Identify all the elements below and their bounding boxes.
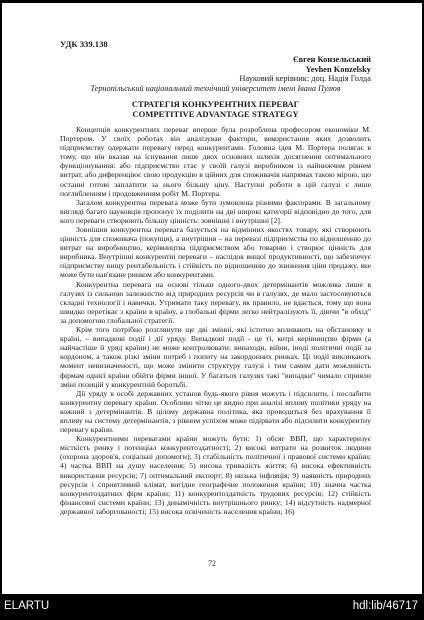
title-ua: СТРАТЕГІЯ КОНКУРЕНТНИХ ПЕРЕВАГ [131, 99, 300, 110]
article-body [60, 125, 371, 516]
document-page [2, 3, 422, 594]
author-name-en: Yevhen Konzelsky [305, 64, 371, 74]
udk-code: УДК 339.138 [60, 39, 108, 49]
title-en: COMPETITIVE ADVANTAGE STRATEGY [132, 109, 299, 120]
handle-link[interactable]: hdl:lib/46717 [352, 600, 418, 612]
paragraph: Крім того потрібно розглянути ще дві змінні, які істотно впливають на обстановку в країні, – випадкові події і дії уряду. Випадкові події - це ті, котрі керівництво фірми (а найчастіше й уряд країни) не може контролювати: винаходи, війни, іноді політичні події за кордоном, а також різкі зміни потреб і попиту на закордонних ринках. Ці події викликають момент невизначеності, що може змінити структуру галузі і тим самим дати можливість фірмам однієї країни обійти фірми іншої. У багатьох галузях такі "випадки" чимало сприяли зміні позицій у конкурентній боротьбі. [60, 325, 371, 389]
page-number: 72 [208, 559, 216, 568]
article-title [60, 100, 371, 120]
author-block [60, 55, 371, 84]
repository-footer [0, 594, 424, 620]
paragraph: Концепція конкурентних переваг вперше була розроблена професором економіки М. Портером. У своїх роботах він аналізував фактори, використання яких дозволить підприємству одержати перевагу перед конкурентами. Головна ідея М. Портера полягає в тому, що він вказав на існування лише двох основних шляхів досягнення оптимального функціонування: або підприємство стає у своїй галузі виробником із найнижчим рівнем витрат, або диференціює свою продукцію в ційних для споживачів напрямах такою мірою, що останні готові заплатити за нього більшу ціну. Наступні роботи в цій галузі є лише поглибленням і продовженням робіт М. Портера. [60, 124, 371, 198]
paragraph: Конкурентна перевага на основі тільки одного-двох детермінантів можлива лише в галузях із сильною залежністю від природних ресурсів чи в галузях, де мало застосовуються складні технології і навички. Утримати таку перевагу, як правило, не вдається, тому що вона швидко перетікає з країни в країну, а глобальні фірми легко нейтралізують її, діючи "в обхід" за допомогою глобальної стратегії. [60, 279, 371, 325]
repository-name: ELARTU [4, 600, 50, 612]
supervisor: Науковий керівник: доц. Надія Голда [239, 74, 371, 84]
paragraph: Конкурентними перевагами країни можуть бути: 1) обсяг ВВП, що характеризує місткість ринку і потенціал конкурентоздатності; 2) високі витрати на розвиток людини (охорона здоров'я, соціальні допомоги); 3) стабільність політичної і правової системи країни; 4) частка ВВП на душу населення; 5) висока тривалість життя; 6) висока ефективність використання ресурсів; 7) оптимальний експорт; 8) низька інфляція; 9) наявність природних ресурсів і сприятливий клімат, вигідне географічне положення країни; 10) значна частка конкурентоздатних фірм країни; 11) конкурентоздатність трудових ресурсів; 12) стійкість фінансової системи країни; 13) динамічність внутрішнього ринку; 14) відсутність надмерної державної заборгованості; 15) висока освіченість населення країни; 16) [60, 434, 371, 516]
affiliation: Тернопільський національний технічний університет імені Івана Пулюя [90, 83, 341, 93]
paragraph: Дії уряду в особі державних установ будь-якого рівня можуть і підсилити, і послабити конкурентну перевагу країни. Особливо чітко це видно при аналізі впливу політики уряду на кожний з детермінантів. В цілому державна політика, яка проводиться без врахування її впливу на систему детермінантів, з рівним успіхом може підірвати або підсилити конкурентну перевагу країни. [60, 388, 371, 435]
paragraph: Загалом конкурентна перевага може бути зумовлена різними факторами. В загальному вигляді багато науковців пропонує їх поділити на дві широкі категорії відповідно до того, для кого переваги створюють більшу цінність: зовнішні і внутрішні [2]. [60, 197, 371, 225]
paragraph: Зовнішня конкурентна перевага базується на відмінних якостях товару, які створюють цінність для споживача (покупця), а внутрішня – на перевазі підприємства по відношенню до витрат на виробництво, керівництва підприємством або товарню і створює цінність для виробника. Внутрішні конкурентні переваги – наслідок вищої продуктивності, що забезпечує підприємству вищу рентабельність і стійкість по відношенню до зниження ціни продажу, яке може бути нав'язане ринком або конкурентами. [60, 225, 371, 280]
author-name-ua: Євген Конзельський [292, 55, 371, 64]
